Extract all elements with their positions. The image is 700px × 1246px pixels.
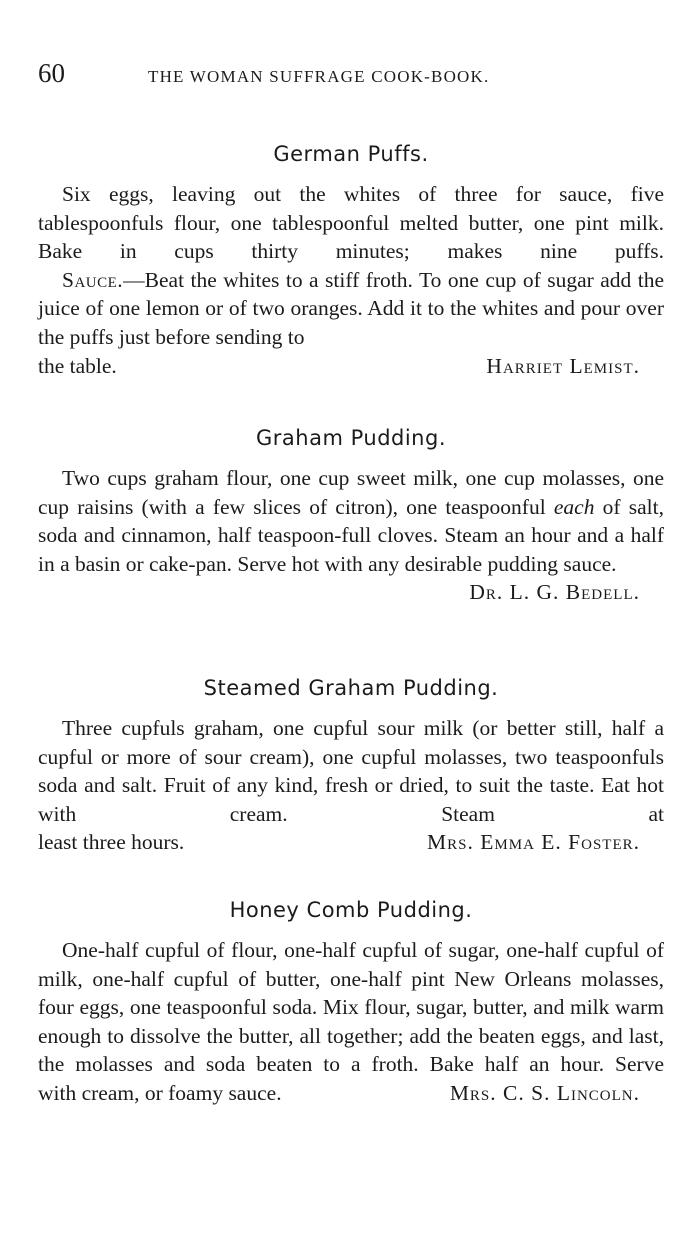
- closing-text: least three hours.: [38, 830, 185, 855]
- recipe-honey-comb-pudding: [38, 896, 664, 1108]
- recipe-text-part: Two cups graham flour, one cup sweet milk, one cup molasses, one cup raisins (with a few slices of citron), one teaspoonful: [38, 466, 664, 519]
- sauce-label: Sauce.: [62, 267, 124, 292]
- running-head: [38, 58, 662, 94]
- closing-line: [38, 828, 664, 857]
- book-title: THE WOMAN SUFFRAGE COOK-BOOK.: [148, 67, 490, 86]
- recipe-steamed-graham-pudding: [38, 674, 664, 857]
- page-number: 60: [38, 58, 65, 88]
- recipe-text-part: of salt, soda and cinnamon, half teaspoon-full cloves. Steam an hour and a half in a basin or cake-pan. Serve hot with any desirable pudding sauce.: [38, 494, 664, 576]
- recipe-text: [38, 464, 664, 578]
- emphasis-word: each: [553, 494, 595, 519]
- recipe-text: Three cupfuls graham, one cupful sour milk (or better still, half a cupful or more of sour cream), one cupful molasses, two teaspoonfuls soda and salt. Fruit of any kind, fresh or dried, to suit the taste. Eat hot with cream. Steam at: [38, 716, 664, 826]
- recipe-text: One-half cupful of flour, one-half cupful of sugar, one-half cupful of milk, one-half cupful of butter, one-half pint New Orleans molasses, four eggs, one teaspoonful soda. Mix flour, sugar, butter, and milk warm enough to dissolve the butter, all together; add the beaten eggs, and last, the molasses and soda beaten to a froth. Bake half an hour. Serve: [38, 938, 664, 1077]
- recipe-author: Dr. L. G. Bedell.: [469, 580, 640, 605]
- recipe-title: Honey Comb Pudding.: [229, 898, 473, 922]
- recipe-author: Mrs. Emma E. Foster.: [427, 830, 640, 855]
- sauce-text: —Beat the whites to a stiff froth. To one cup of sugar add the juice of one lemon or of two oranges. Add it to the whites and pour over the puffs just before sending to: [38, 267, 664, 349]
- closing-line: [38, 352, 664, 381]
- recipe-graham-pudding: [38, 424, 664, 607]
- closing-line: [38, 1079, 664, 1108]
- recipe-title: Graham Pudding.: [256, 426, 446, 450]
- sauce-paragraph: [38, 266, 664, 352]
- recipe-german-puffs: [38, 140, 664, 380]
- recipe-author: Harriet Lemist.: [486, 353, 640, 378]
- recipe-title: German Puffs.: [273, 142, 429, 166]
- recipe-title: Steamed Graham Pudding.: [203, 676, 499, 700]
- closing-text: with cream, or foamy sauce.: [38, 1080, 282, 1105]
- closing-text: the table.: [38, 353, 117, 378]
- recipe-text: Six eggs, leaving out the whites of three for sauce, five tablespoonfuls flour, one tablespoonful melted butter, one pint milk. Bake in cups thirty minutes; makes nine puffs.: [38, 182, 664, 264]
- recipe-author: Mrs. C. S. Lincoln.: [449, 1080, 640, 1105]
